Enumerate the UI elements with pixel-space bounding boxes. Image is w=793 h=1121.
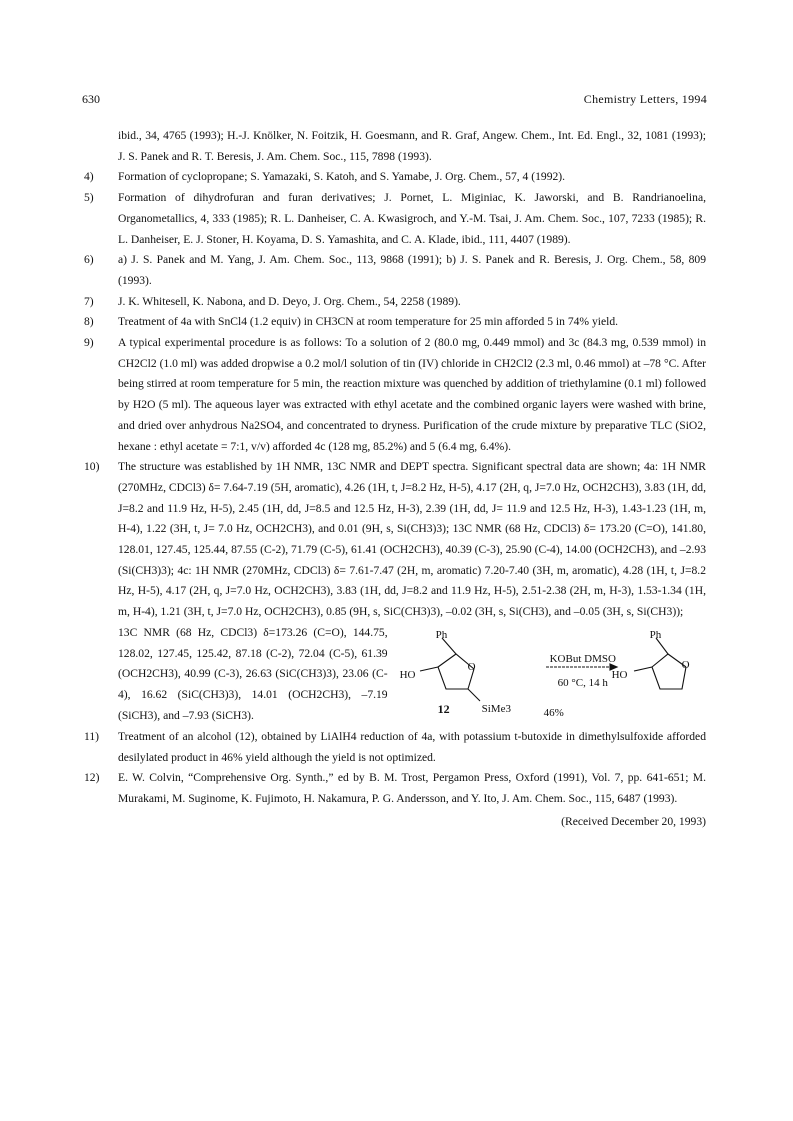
note-number: 11): [84, 729, 100, 743]
received-date: (Received December 20, 1993): [561, 814, 706, 828]
note-item: [84, 457, 706, 727]
compound-number: 12: [437, 701, 450, 716]
journal-header: Chemistry Letters, 1994: [583, 92, 707, 106]
note-number: 6): [84, 253, 94, 267]
note-number: 5): [84, 191, 94, 205]
note-text: Formation of dihydrofuran and furan derivatives; J. Pornet, L. Miginiac, K. Jaworski, and B. Randrianoelina, Organometallics, 4, 333 (1985); R. L. Danheiser, C. A. Kwasigroch, and Y.-M. Tsai, J. Am. Chem. Soc., 107, 7233 (1985); R. L. Danheiser, E. J. Stoner, H. Koyama, D. S. Yamashita, and C. A. Klade, ibid., 111, 4407 (1989).: [118, 191, 706, 246]
note-item: [84, 312, 706, 333]
note-text: E. W. Colvin, “Comprehensive Org. Synth.,” ed by B. M. Trost, Pergamon Press, Oxford (1991), Vol. 7, pp. 641-651; M. Murakami, M. Suginome, K. Fujimoto, H. Nakamura, P. G. Andersson, and Y. Ito, J. Am. Chem. Soc., 115, 6487 (1993).: [118, 771, 706, 805]
note-number: 8): [84, 315, 94, 329]
conditions-label: 60 °C, 14 h: [557, 676, 608, 689]
note-text: ibid., 34, 4765 (1993); H.-J. Knölker, N. Foitzik, H. Goesmann, and R. Graf, Angew. Chem., Int. Ed. Engl., 32, 1081 (1993); J. S. Panek and R. T. Beresis, J. Am. Chem. Soc., 115, 7898 (1993).: [118, 129, 706, 163]
note-item: [84, 727, 706, 768]
note-text-continued: 13C NMR (68 Hz, CDCl3) δ=173.26 (C=O), 144.75, 128.02, 127.45, 125.42, 87.18 (C-2), 72.04 (C-5), 61.39 (OCH2CH3), 40.99 (C-3), 26.63 (SiC(CH3)3), 23.06 (C-4), 16.62 (SiC(CH3)3), 14.01 (OCH2CH3), –7.19 (SiCH3), and –7.93 (SiCH3).: [118, 625, 388, 722]
note-text: Treatment of 4a with SnCl4 (1.2 equiv) in CH3CN at room temperature for 25 min afforded 5 in 74% yield.: [118, 315, 619, 329]
note-number: 10): [84, 460, 100, 474]
product-ring-oxygen: O: [681, 658, 690, 671]
product-hydroxyl-label: HO: [611, 668, 628, 681]
reactant-ring-oxygen: O: [467, 660, 476, 673]
reactant-hydroxyl-label: HO: [399, 668, 416, 681]
product-ch2oh-bond: [634, 667, 652, 671]
note-item: [84, 292, 706, 313]
note-text: J. K. Whitesell, K. Nabona, and D. Deyo, J. Org. Chem., 54, 2258 (1989).: [118, 294, 461, 308]
note-item: [84, 167, 706, 188]
note-text: a) J. S. Panek and M. Yang, J. Am. Chem. Soc., 113, 9868 (1991); b) J. S. Panek and R. Beresis, J. Org. Chem., 58, 809 (1993).: [118, 253, 706, 287]
note-number: 9): [84, 336, 94, 350]
page-number: 630: [82, 92, 100, 106]
note-item: [84, 333, 706, 457]
note-text: A typical experimental procedure is as follows: To a solution of 2 (80.0 mg, 0.449 mmol) and 3c (84.3 mg, 0.539 mmol) in CH2Cl2 (1.0 ml) was added dropwise a 0.2 mol/l solution of tin (IV) chloride in CH2Cl2 (2.3 ml, 0.46 mmol) at –78 °C. After being stirred at room temperature for 5 min, the reaction mixture was quenched by addition of triethylamine (0.1 ml) followed by H2O (5 ml). The aqueous layer was extracted with ethyl acetate and the combined organic layers were washed with brine, and dried over anhydrous Na2SO4, and concentrated to dryness. Purification of the crude mixture by preparative TLC (SiO2, hexane : ethyl acetate = 7:1, v/v) afforded 4c (128 mg, 85.2%) and 5 (6.4 mg, 6.4%).: [118, 336, 706, 453]
note-number: 4): [84, 170, 94, 184]
note-number: 7): [84, 294, 94, 308]
note-item: [84, 188, 706, 250]
product-ring: [652, 654, 686, 689]
notes-list: [84, 126, 706, 832]
reactant-silyl-label: SiMe3: [481, 702, 511, 715]
note-item: [84, 126, 706, 167]
note-text: The structure was established by 1H NMR, 13C NMR and DEPT spectra. Significant spectral data are shown; 4a: 1H NMR (270MHz, CDCl3) δ= 7.64-7.19 (5H, aromatic), 4.26 (1H, t, J=8.2 Hz, H-5), 4.17 (2H, q, J=7.0 Hz, OCH2CH3), 3.83 (1H, dd, J=8.2 and 11.9 Hz, H-5), 2.45 (1H, dd, J=8.5 and 12.5 Hz, H-3), 2.39 (1H, dd, J= 11.9 and 12.5 Hz, H-3), 1.43-1.23 (1H, m, H-4), 1.22 (3H, t, J= 7.0 Hz, OCH2CH3), and 0.01 (9H, s, Si(CH3)3); 13C NMR (68 Hz, CDCl3) δ= 173.20 (C=O), 141.80, 128.01, 127.45, 125.44, 87.55 (C-2), 71.79 (C-5), 61.41 (OCH2CH3), 40.39 (C-3), 25.90 (C-4), 14.00 (OCH2CH3), and –2.93 (Si(CH3)3); 4c: 1H NMR (270MHz, CDCl3) δ= 7.61-7.47 (2H, m, aromatic) 7.20-7.40 (3H, m, aromatic), 4.28 (1H, t, J=8.2 Hz, H-5), 4.17 (2H, q, J=7.0 Hz, OCH2CH3), 3.83 (1H, dd, J=8.2 and 11.9 Hz, H-5), 2.51-2.38 (2H, m, H-3), 1.53-1.34 (1H, m, H-4), 1.21 (3H, t, J=7.0 Hz, OCH2CH3), 0.85 (9H, s, SiC(CH3)3), –0.02 (3H, s, Si(CH3), and –0.05 (3H, s, Si(CH3));: [118, 460, 706, 619]
yield-label: 46%: [543, 706, 564, 719]
reaction-scheme: [398, 623, 706, 727]
product-phenyl-label: Ph: [649, 628, 662, 641]
reactant-phenyl-label: Ph: [435, 628, 448, 641]
note-item: [84, 768, 706, 809]
sime3-bond: [468, 689, 480, 701]
note-text: Treatment of an alcohol (12), obtained by LiAlH4 reduction of 4a, with potassium t-butoxide in dimethylsulfoxide afforded desilylated product in 46% yield although the yield is not optimized.: [118, 729, 706, 764]
ch2oh-bond: [420, 667, 438, 671]
note-text: Formation of cyclopropane; S. Yamazaki, S. Katoh, and S. Yamabe, J. Org. Chem., 57, 4 (1992).: [118, 170, 566, 184]
reagent-label: KOBut DMSO: [549, 652, 616, 665]
note-item: [84, 250, 706, 291]
note-number: 12): [84, 771, 100, 785]
